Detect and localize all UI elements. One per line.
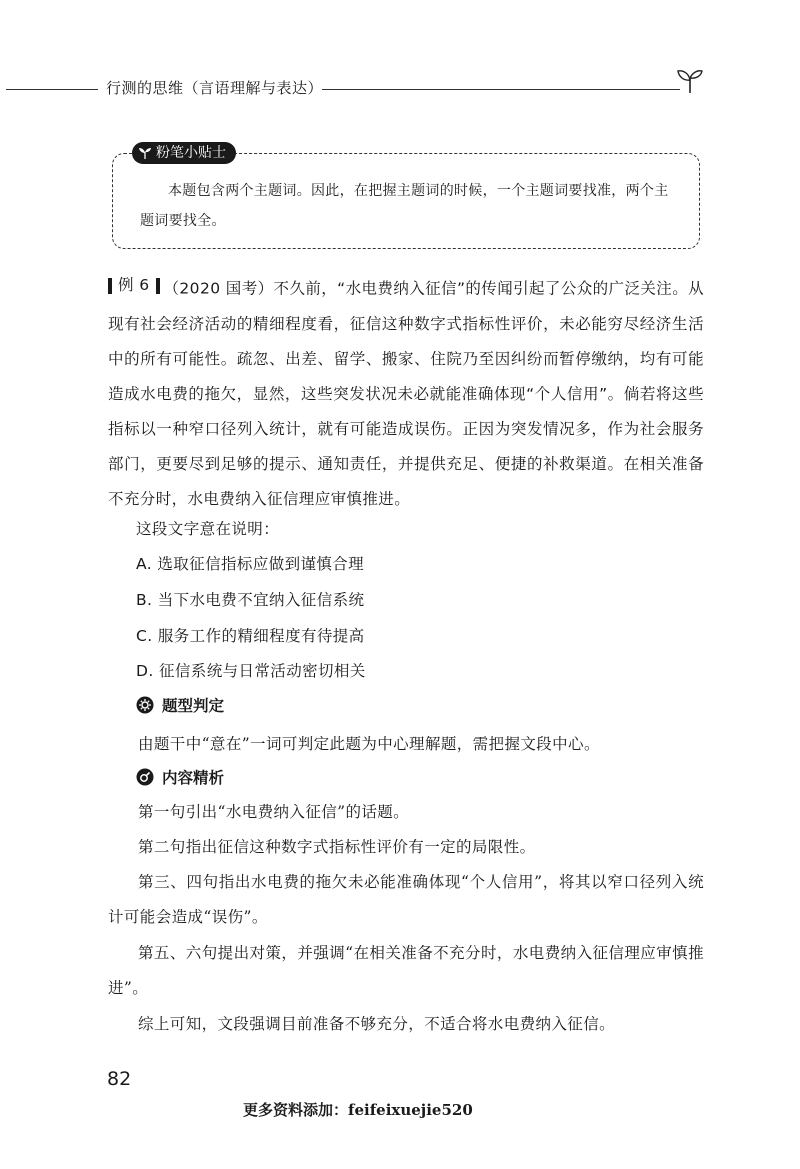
analysis-paragraph: 第三、四句指出水电费的拖欠未必能准确体现“个人信用”，将其以窄口径列入统计可能会造成“误伤”。 (108, 873, 704, 926)
analysis-paragraph: 第五、六句提出对策，并强调“在相关准备不充分时，水电费纳入征信理应审慎推进”。 (108, 944, 704, 997)
tip-label (132, 142, 236, 164)
footer-note: 更多资料添加：feifeixuejie520 (243, 1101, 473, 1119)
question-prompt: 这段文字意在说明： (136, 520, 280, 538)
question-block (108, 268, 704, 517)
question-label (108, 268, 160, 303)
question-number: 例 6 (118, 276, 150, 294)
label-bar-left (108, 278, 112, 294)
magnifier-icon (136, 768, 154, 786)
label-bar-right (156, 278, 160, 294)
type-heading (136, 694, 224, 716)
sprout-small-icon (138, 146, 152, 160)
header-rule-right (322, 89, 680, 90)
sprout-icon (676, 68, 704, 94)
header-rule-left (6, 89, 98, 90)
page-number: 82 (107, 1068, 132, 1090)
page-header (0, 72, 800, 102)
option-a: A. 选取征信指标应做到谨慎合理 (136, 555, 365, 573)
type-heading-text: 题型判定 (162, 697, 225, 715)
tip-label-text: 粉笔小贴士 (156, 145, 226, 161)
question-body: 不久前，“水电费纳入征信”的传闻引起了公众的广泛关注。从现有社会经济活动的精细程度看，征信这种数字式指标性评价，未必能穷尽经济生活中的所有可能性。疏忽、出差、留学、搬家、住院乃至因纠纷而暂停缴纳，均有可能造成水电费的拖欠，显然，这些突发状况未必就能准确体现“个人信用”。倘若将这些指标以一种窄口径列入统计，就有可能造成误伤。正因为突发情况多，作为社会服务部门，更要尽到足够的提示、通知责任，并提供充足、便捷的补救渠道。在相关准备不充分时，水电费纳入征信理应审慎推进。 (108, 279, 704, 508)
analysis-paragraph: 第二句指出征信这种数字式指标性评价有一定的局限性。 (138, 838, 536, 856)
question-source: （2020 国考） (163, 279, 274, 298)
analysis-heading (136, 766, 224, 788)
option-b: B. 当下水电费不宜纳入征信系统 (136, 591, 365, 609)
analysis-paragraph: 第一句引出“水电费纳入征信”的话题。 (138, 803, 410, 821)
analysis-heading-text: 内容精析 (162, 769, 225, 787)
type-text: 由题干中“意在”一词可判定此题为中心理解题，需把握文段中心。 (138, 735, 600, 753)
option-d: D. 征信系统与日常活动密切相关 (136, 662, 366, 680)
option-c: C. 服务工作的精细程度有待提高 (136, 627, 365, 645)
analysis-paragraph: 综上可知，文段强调目前准备不够充分，不适合将水电费纳入征信。 (138, 1015, 616, 1033)
tip-text: 本题包含两个主题词。因此，在把握主题词的时候，一个主题词要找准，两个主题词要找全。 (140, 183, 669, 229)
header-title: 行测的思维（言语理解与表达） (106, 79, 324, 97)
gear-icon (136, 696, 154, 714)
